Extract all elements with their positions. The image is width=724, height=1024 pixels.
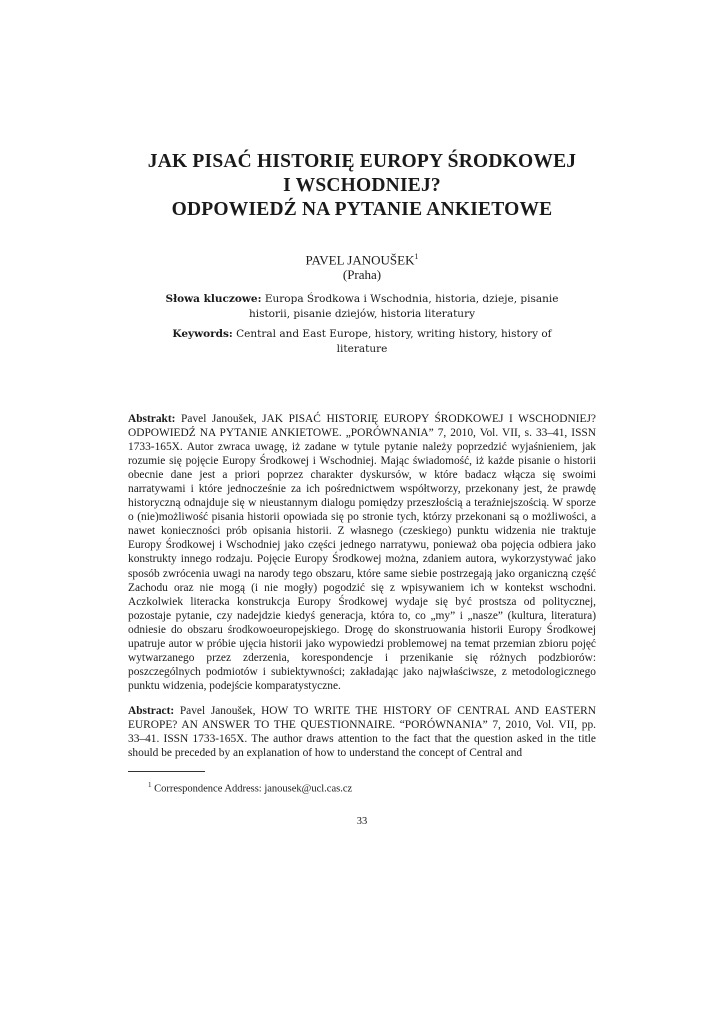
- footnote-text: Correspondence Address: janousek@ucl.cas.cz: [151, 783, 353, 795]
- abstract-english-text: Pavel Janoušek, HOW TO WRITE THE HISTORY OF CENTRAL AND EASTERN EUROPE? AN ANSWER TO THE QUESTIONNAIRE. “PORÓWNANIA” 7, 2010, Vol. VII, pp. 33–41. ISSN 1733-165X. The author draws attention to the fact that the question asked in the title should be preceded by an explanation of how to understand the concept of Central and: [128, 705, 596, 760]
- article-title: [100, 150, 624, 222]
- author-block: [100, 249, 624, 282]
- author-name: PAVEL JANOUŠEK$^1$: [305, 252, 419, 268]
- footnote-mark: 1: [148, 781, 152, 789]
- keywords-english: [150, 327, 574, 357]
- abstract-polish: [128, 412, 596, 693]
- page-number: 33: [356, 816, 368, 827]
- title-line-2: I WSCHODNIEJ?: [283, 175, 441, 196]
- author-affiliation: (Praha): [342, 267, 382, 283]
- keywords-polish-text: Europa Środkowa i Wschodnia, historia, dzieje, pisanie historii, pisanie dziejów, historia literatury: [248, 293, 559, 320]
- abstract-polish-text: Pavel Janoušek, JAK PISAĆ HISTORIĘ EUROPY ŚRODKOWEJ I WSCHODNIEJ? ODPOWIEDŹ NA PYTANIE ANKIETOWE. „PORÓWNANIA” 7, 2010, Vol. VII, s. 33–41, ISSN 1733-165X. Autor zwraca uwagę, iż zadane w tytule pytanie należy poprzedzić wyjaśnieniem, jak rozumie się pojęcie Europy Środkowej i Wschodniej. Mając świadomość, iż każde pisanie o historii obecnie dane jest a priori poprzez charakter dyskursów, w które badacz włącza się swoimi narratywami i które jednocześnie za ich pośrednictwem współtworzy, przekonany jest, że prawdę historyczną odnajduje się w nieustannym dialogu pomiędzy przeszłością a teraźniejszością. W sporze o (nie)możliwość pisania historii opowiada się po stronie tych, którzy przekonani są o możliwości, a nawet konieczności prób opisania historii. Z własnego (czeskiego) punktu widzenia nie traktuje Europy Środkowej i Wschodniej jako części jednego narratywu, ponieważ oba pojęcia odbiera jako konstrukty innego rodzaju. Pojęcie Europy Środkowej można, zdaniem autora, wykorzystywać jako sposób zwrócenia uwagi na narody tego obszaru, które same siebie postrzegają jako organiczną część Zachodu oraz nie mogą (i nie mogły) pogodzić się z wpisywaniem ich w kontekst wschodni. Aczkolwiek literacka konstrukcja Europy Środkowej wydaje się być prostsza od politycznej, pozostaje pytanie, czy nadejdzie kiedyś generacja, która to, co „my” i „nasze” (kultura, literatura) odniesie do obszaru środkowoeuropejskiego. Drogę do skonstruowania historii Europy Środkowej upatruje autor w próbie ujęcia historii jako wypowiedzi problemowej na temat przemian zbioru pojęć wytwarzanego przez zderzenia, korespondencje i przenikanie się różnych podzbiorów: poszczególnych podmiotów i subiektywności; zakładając jako najwłaściwsze, z metodologicznego punktu widzenia, podejście komparatystyczne.: [128, 413, 596, 692]
- keywords-english-text: Central and East Europe, history, writing history, history of literature: [232, 328, 552, 355]
- footnote: [148, 779, 588, 796]
- title-line-1: JAK PISAĆ HISTORIĘ EUROPY ŚRODKOWEJ: [147, 151, 577, 172]
- footnote-divider: [128, 771, 205, 772]
- keywords-english-label: Keywords:: [172, 328, 233, 340]
- author-footnote-mark[interactable]: 1: [414, 252, 419, 261]
- title-line-3: ODPOWIEDŹ NA PYTANIE ANKIETOWE: [171, 199, 553, 220]
- keywords-polish-label: Słowa kluczowe:: [165, 293, 262, 305]
- keywords-polish: [150, 292, 574, 322]
- abstract-english-label: Abstract:: [128, 705, 175, 717]
- abstract-polish-label: Abstrakt:: [128, 413, 176, 425]
- abstract-english: [128, 704, 596, 760]
